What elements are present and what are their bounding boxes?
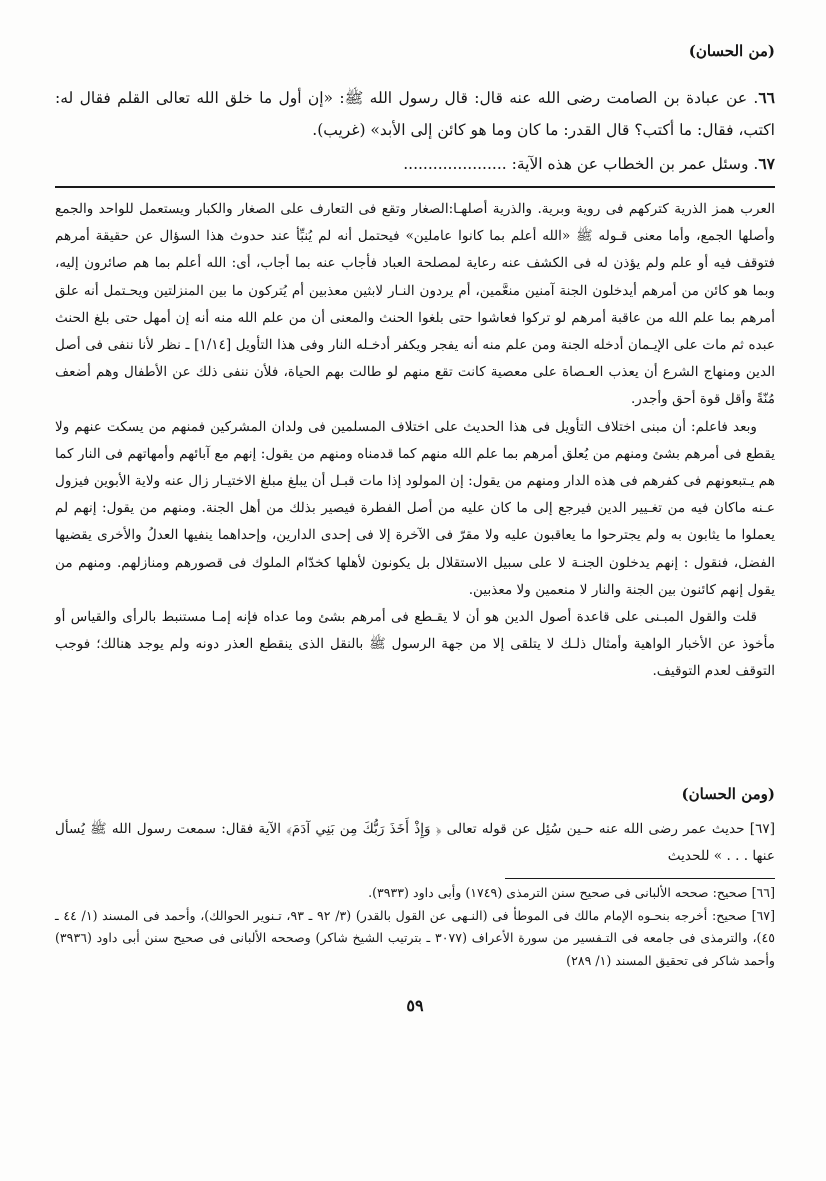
footnote: [٦٦] صحيح: صححه الألبانى فى صحيح سنن الترمذى (١٧٤٩) وأبى داود (٣٩٣٣).	[368, 885, 775, 900]
footnote-rule	[505, 878, 775, 879]
section-header-wa-min-hasan: (ومن الحسان)	[681, 785, 775, 803]
hadith-67-full: [٦٧] حديث عمر رضى الله عنه حـين سُئِل عن قوله تعالى ﴿ وَإِذْ أَخَذَ رَبُّكَ مِن بَنِي آدَمَ﴾ الآية فقال: سمعت رسول الله ﷺ يُسأل عنها . . . » للحديث	[55, 821, 775, 865]
section-header-hasan: (من الحسان)	[688, 42, 775, 60]
separator-rule	[55, 186, 775, 188]
commentary-paragraph: قلت والقول المبـنى على قاعدة أصول الدين هو أن لا يقـطع فى أمرهم بشئ وما عداه فإنه إمـا مستنبط بالرأى والقياس أو مأخوذ عن الأخبار الواهية وأمثال ذلـك لا يتلقى إلا من جهة الرسول ﷺ بالنقل الذى ينقطع العذر دونه ولم يوجد هنالك؛ فوجب التوقف لعدم التوقيف.	[55, 609, 775, 680]
hadith-text: عن عبادة بن الصامت رضى الله عنه قال: قال رسول الله ﷺ: «إن أول ما خلق الله تعالى القلم فقال له: اكتب، فقال: ما أكتب؟ قال القدر: ما كان وما هو كائن إلى الأبد» (غريب).	[55, 89, 775, 139]
commentary-paragraph: العرب همز الذرية كتركهم فى روية وبرية. والذرية أصلهـا:الصغار وتقع فى التعارف على الصغار والكبار ويستعمل للواحد والجمع وأصلها الجمع، وأما معنى قـوله ﷺ «الله أعلم بما كانوا عاملين» فيحتمل أنه لم يُنبِّأ عند حدوث هذا السؤال عن حقيقة أمرهم فتوقف فيه أو علم ولم يؤذن له فى الكشف عنه رعاية لمصلحة العباد فأجاب عنه بما أجاب، أى: الله أعلم بما هم صائرون إليه، وبما هو كائن من أمرهم أيدخلون الجنة آمنين منعَّمين، أم يردون النـار لابثين معذبين أم يُتركون ما بين المنزلتين ويحـتمل أنه علق أمرهم بما علم الله من عاقبة أمرهم لو تركوا فعاشوا حتى بلغوا الحنث والمعنى أن من علم الله منه أنه إن أمهل حتى بلغ الحنث عبده ثم مات على الإيـمان أدخله الجنة ومن علم منه أنه يفجر ويكفر أدخـله النار وفى هذا التأويل [١/١٤] ـ نظر لأنا ننفى فى أصل الدين ومنهاج الشرع أن يعذب العـصاة على معصية كانت تقع منهم لو طالت بهم الحياة، فلأن ننفى ذلك عن الأطفال وهم أضعف مُنّةً وأقل قوة أحق وأجدر.	[55, 201, 776, 408]
ellipsis-dots: .....................	[403, 155, 507, 173]
document-page	[55, 40, 775, 1150]
commentary-paragraph: وبعد فاعلم: أن مبنى اختلاف التأويل فى هذا الحديث على اختلاف المسلمين فى ولدان المشركين فمنهم من يسكت عنهم ولا يقطع فى أمرهم بشئ ومنهم من يُعلق أمرهم بما علم الله منهم كما قدمناه ومنهم من يقول: إنهم مع آبائهم وأمهاتهم فى النار كما هم يـتبعونهم فى كفرهم فى هذه الدار ومنهم من يقول: إن المولود إذا مات قبـل أن يبلغ مبلغ الاختيـار زال عنه ولاية الأبوين فيزول عـنه ماكان فيه من تغـيير الدين فيرجع إلى ما كان عليه من أصل الفطرة فيصير بذلك من أهل الجنة. ومنهم من يقول: إنهم لم يعملوا ما يثابون به ولم يجترحوا ما يعاقبون عليه ولا مقرّ فى الآخرة إلا فى إحدى الدارين، وإحداهما ينفيها العدلُ والأخرى يقضيها الفضل، فنقول : إنهم يدخلون الجنـة لا على سبيل الاستقلال بل يكونون لأهلها كخدّام الملوك فى قصورهم ومنازلهم. ومنهم من يقول إنهم كائنون بين الجنة والنار لا منعمين ولا معذبين.	[55, 418, 775, 598]
hadith-67-intro: ٦٧. وسئل عمر بن الخطاب عن هذه الآية: .....................	[403, 154, 775, 173]
footnote: [٦٧] صحيح: أخرجه بنحـوه الإمام مالك فى الموطأ فى (النـهى عن القول بالقدر) (٣/ ٩٢ ـ ٩٣، تـنوير الحوالك)، وأحمد فى المسند (١/ ٤٤ ـ ٤٥)، والترمذى فى جامعه فى التـفسير من سورة الأعراف (٣٠٧٧ ـ بترتيب الشيخ شاكر) وصححه الألبانى فى صحيح سنن أبى داود (٣٩٣٦) وأحمد شاكر فى تحقيق المسند (١/ ٢٨٩)	[55, 907, 776, 968]
commentary	[55, 196, 775, 686]
hadith-text: وسئل عمر بن الخطاب عن هذه الآية:	[511, 155, 749, 173]
hadith-66: ٦٦. عن عبادة بن الصامت رضى الله عنه قال: قال رسول الله ﷺ: «إن أول ما خلق الله تعالى القلم فقال له: اكتب، فقال: ما أكتب؟ قال القدر: ما كان وما هو كائن إلى الأبد» (غريب).	[55, 88, 775, 139]
hadith-number: ٦٦	[758, 88, 775, 107]
footnotes	[55, 882, 775, 972]
page-number: ٥٩	[406, 996, 424, 1015]
hadith-number: ٦٧	[758, 154, 775, 173]
